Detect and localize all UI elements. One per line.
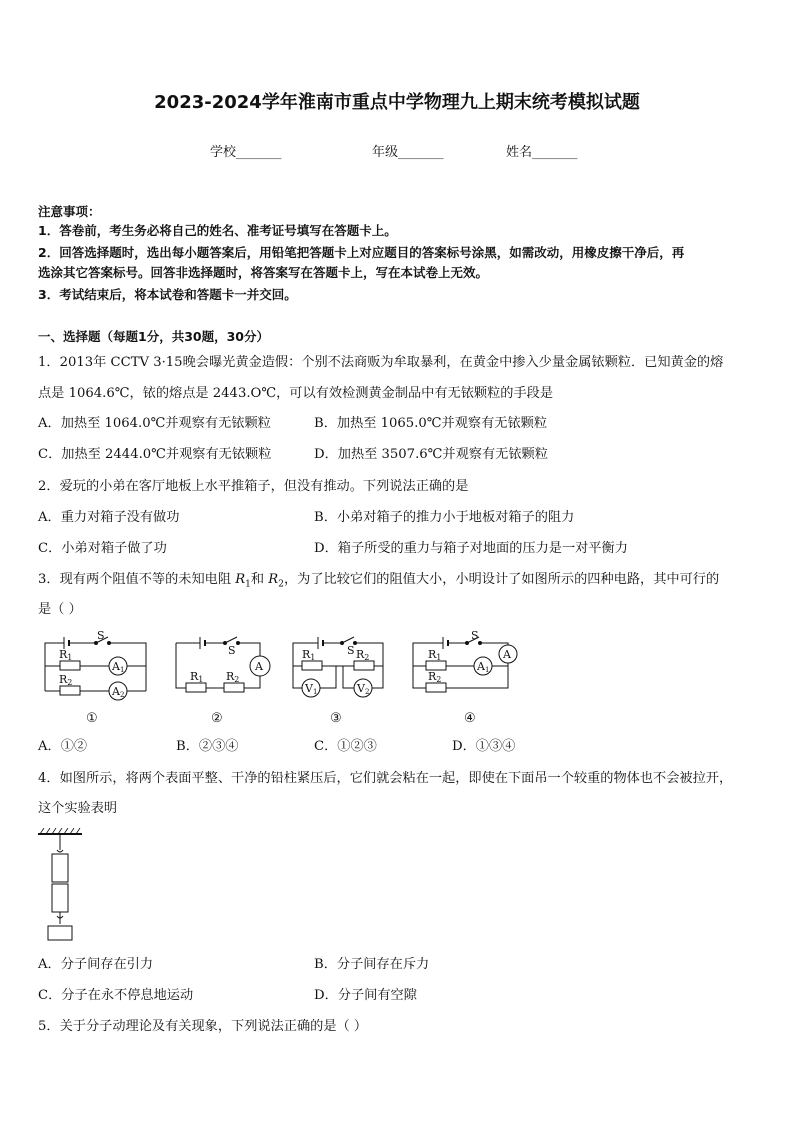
circuit-1 — [45, 637, 146, 700]
c2-a-label: A — [255, 660, 263, 673]
q2-option-a: A．重力对箱子没有做功 — [38, 510, 180, 525]
c2-r2-label: R2 — [226, 670, 240, 684]
exam-title: 2023-2024学年淮南市重点中学物理九上期末统考模拟试题 — [154, 92, 640, 113]
name-field — [506, 141, 578, 160]
c2-s-label: S — [228, 644, 236, 657]
q3-stem-line1 — [38, 571, 756, 594]
section-heading: 一、选择题（每题1分，共30题，30分） — [38, 329, 269, 344]
c1-r1-label: R1 — [59, 648, 73, 662]
c4-r2-label: R2 — [428, 670, 442, 684]
c1-a2-label: A2 — [112, 685, 125, 699]
q1-stem-line2: 点是 1064.6℃，铱的熔点是 2443.O℃，可以有效检测黄金制品中有无铱颗粒的手段是 — [38, 386, 554, 401]
q1-stem-line1: 1．2013年 CCTV 3·15晚会曝光黄金造假：个别不法商贩为牟取暴利，在黄金中掺入少量金属铱颗粒．已知黄金的熔 — [38, 355, 724, 370]
circuit-4 — [413, 637, 517, 692]
grade-label: 年级 — [372, 145, 399, 160]
c4-r1-label: R1 — [428, 648, 442, 662]
circuit-label-3: ③ — [330, 711, 342, 726]
q3-option-d: D．①③④ — [452, 739, 516, 754]
grade-blank: _______ — [398, 145, 444, 160]
c4-a1-label: A1 — [477, 660, 490, 674]
c2-r1-label: R1 — [190, 670, 204, 684]
school-blank: _______ — [236, 145, 282, 160]
q4-option-d: D．分子间有空隙 — [314, 988, 417, 1003]
c1-a1-label: A1 — [112, 660, 125, 674]
q3-option-c: C．①②③ — [314, 739, 377, 754]
q2-option-c: C．小弟对箱子做了功 — [38, 541, 167, 556]
q3-stem-and: 和 — [250, 572, 269, 587]
q4-option-b: B．分子间存在斥力 — [314, 957, 430, 972]
q2-option-b: B．小弟对箱子的推力小于地板对箱子的阻力 — [314, 510, 575, 525]
name-label: 姓名 — [506, 145, 533, 160]
c1-r2-label: R2 — [59, 673, 73, 687]
r1-subscript: 1 — [245, 579, 251, 590]
circuit-label-1: ① — [86, 711, 98, 726]
q1-option-b: B．加热至 1065.0℃并观察有无铱颗粒 — [314, 416, 548, 431]
q4-option-a: A．分子间存在引力 — [38, 957, 154, 972]
lead-cylinder-figure — [36, 828, 86, 946]
q3-stem-part2: ，为了比较它们的阻值大小，小明设计了如图所示的四种电路，其中可行的 — [283, 572, 720, 587]
c1-s-label: S — [97, 629, 105, 642]
q3-circuit-diagrams — [38, 628, 538, 738]
c3-r1-label: R1 — [302, 648, 316, 662]
q4-option-c: C．分子在永不停息地运动 — [38, 988, 194, 1003]
r2-symbol: R — [268, 572, 279, 587]
c4-s-label: S — [471, 629, 479, 642]
circuit-label-4: ④ — [464, 711, 476, 726]
school-field — [210, 141, 282, 160]
q4-stem-line2: 这个实验表明 — [38, 801, 118, 816]
r2-subscript: 2 — [278, 579, 284, 590]
q2-stem: 2．爱玩的小弟在客厅地板上水平推箱子，但没有推动。下列说法正确的是 — [38, 479, 469, 494]
q3-stem-line2: 是（ ） — [38, 602, 82, 617]
q1-option-a: A．加热至 1064.0℃并观察有无铱颗粒 — [38, 416, 271, 431]
q5-stem: 5．关于分子动理论及有关现象，下列说法正确的是（ ） — [38, 1019, 368, 1034]
c4-a-label: A — [503, 648, 511, 661]
q3-stem-part1: 3．现有两个阻值不等的未知电阻 — [38, 572, 236, 587]
school-label: 学校 — [210, 145, 237, 160]
q3-option-a: A．①② — [38, 739, 88, 754]
notice-item-2: 2．回答选择题时，选出每小题答案后，用铅笔把答题卡上对应题目的答案标号涂黑，如需改动，用橡皮擦干净后，再 — [38, 245, 685, 260]
q1-option-c: C．加热至 2444.0℃并观察有无铱颗粒 — [38, 447, 272, 462]
q3-option-b: B．②③④ — [176, 739, 239, 754]
circuit-label-2: ② — [211, 711, 223, 726]
c3-v2-label: V2 — [357, 682, 370, 696]
c3-v1-label: V1 — [305, 682, 318, 696]
q1-option-d: D．加热至 3507.6℃并观察有无铱颗粒 — [314, 447, 548, 462]
c3-r2-label: R2 — [356, 648, 370, 662]
notice-item-1: 1．答卷前，考生务必将自己的姓名、准考证号填写在答题卡上。 — [38, 223, 397, 238]
name-blank: _______ — [532, 145, 578, 160]
notice-heading: 注意事项： — [38, 204, 101, 219]
notice-item-2-cont: 选涂其它答案标号。回答非选择题时，将答案写在答题卡上，写在本试卷上无效。 — [38, 265, 489, 280]
r1-symbol: R — [235, 572, 246, 587]
q2-option-d: D．箱子所受的重力与箱子对地面的压力是一对平衡力 — [314, 541, 628, 556]
circuit-number-labels — [86, 711, 476, 726]
c3-s-label: S — [347, 644, 355, 657]
grade-field — [372, 141, 444, 160]
notice-item-3: 3．考试结束后，将本试卷和答题卡一并交回。 — [38, 287, 297, 302]
q4-stem-line1: 4．如图所示，将两个表面平整、干净的铅柱紧压后，它们就会粘在一起，即使在下面吊一个较重的物体也不会被拉开， — [38, 771, 733, 786]
